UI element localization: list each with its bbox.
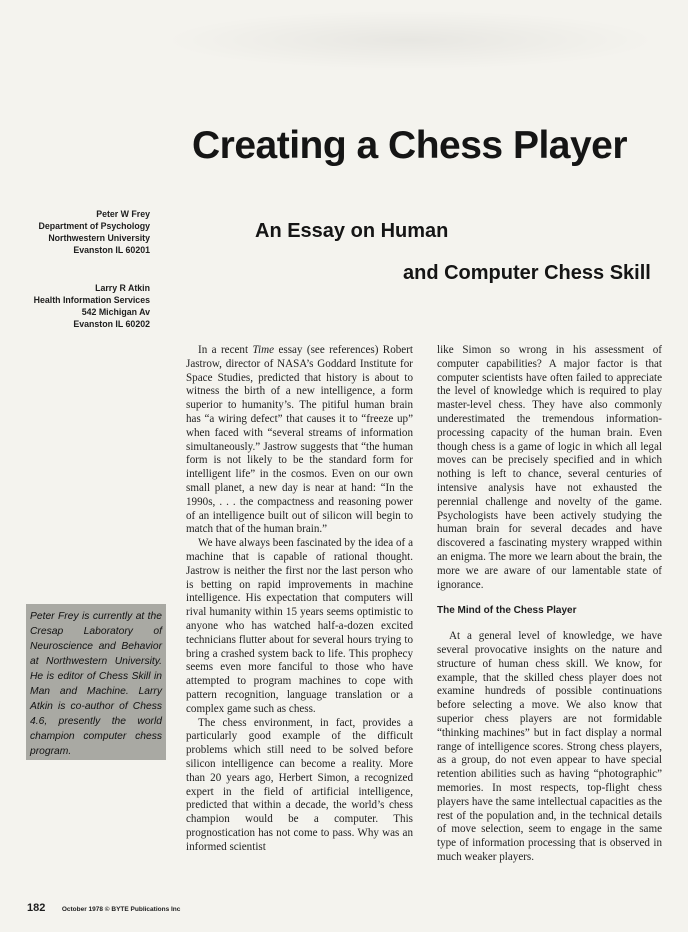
body-column-right — [437, 344, 662, 865]
page-number: 182 — [27, 902, 46, 914]
body-paragraph: We have always been fascinated by the idea of a machine that is capable of rational thought. Jastrow is neither the first nor the last person who is betting on rapid improvements in machine intelligence. His expectation that computers will rival humanity within 15 years seems optimistic to anyone who has watched half-a-dozen excited technicians flutter about for several hours trying to bring a crashed system back to life. This prophecy seems even more fanciful to those who have attempted to program machines to cope with pattern recognition, language translation or a complex game such as chess. — [186, 537, 413, 715]
body-paragraph — [186, 344, 413, 537]
author-institution: Northwestern University — [48, 233, 150, 243]
author-block-atkin — [34, 282, 150, 330]
author-name: Peter W Frey — [96, 209, 150, 219]
author-organization: Health Information Services — [33, 295, 150, 305]
article-subtitle-line2: and Computer Chess Skill — [403, 262, 651, 284]
article-subtitle-line1: An Essay on Human — [255, 220, 449, 242]
author-bio-box: Peter Frey is currently at the Cresap Laboratory of Neuroscience and Behavior at Northwestern University. He is editor of Chess Skill in Man and Machine. Larry Atkin is co-author of Chess 4.6, presently the world champion computer chess program. — [26, 604, 166, 760]
copyright-line: October 1978 © BYTE Publications Inc — [61, 906, 181, 913]
print-smear — [160, 10, 660, 70]
author-street: 542 Michigan Av — [81, 307, 150, 317]
section-heading: The Mind of the Chess Player — [437, 605, 577, 617]
paragraph-text: essay (see references) Robert Jastrow, director of NASA’s Goddard Institute for Space Studies, predicted that history is about to witness the birth of a new intelligence, a form superior to humanity’s. The pitiful human brain has “a wiring defect” that causes it to “freeze up” when faced with “several streams of information simultaneously.” Jastrow suggests that “the human form is not likely to be the standard form for intelligent life” in the cosmos. Even on our own small planet, a new day is near at hand: “In the 1990s, . . . the compactness and reasoning power of an intelligence built out of silicon will begin to match that of the human brain.” — [186, 344, 413, 536]
article-title: Creating a Chess Player — [192, 124, 628, 167]
body-paragraph: The chess environment, in fact, provides a particularly good example of the difficult problems which still need to be solved before silicon intelligence can become a reality. More than 20 years ago, Herbert Simon, a recognized expert in the field of artificial intelligence, predicted that within a decade, the world’s chess champion would be a computer. This prognostication has not come to pass. Why was an informed scientist — [186, 716, 413, 853]
author-name: Larry R Atkin — [95, 283, 150, 293]
body-paragraph: At a general level of knowledge, we have several provocative insights on the nature and structure of human chess skill. We know, for example, that the skilled chess player does not examine hundreds of possible continuations before selecting a move. We also know that superior chess players are not formidable “thinking machines” but in fact display a normal range of intelligence scores. Strong chess players, as a group, do not even appear to have special retention abilities such as having “photographic” memories. In most respects, top-flight chess players have the same intellectual capacities as the rest of the population and, in the technical details of move selection, seem to engage in the same type of information processing that is observed in much weaker players. — [437, 630, 662, 863]
author-block-frey — [39, 208, 150, 256]
body-paragraph: like Simon so wrong in his assessment of computer capabilities? A major factor is that computer scientists have often failed to appreciate the level of knowledge which is required to play master-level chess. They have also commonly underestimated the tremendous information-processing capacity of the human brain. Even though chess is a game of logic in which all legal moves can be precisely specified and in which nothing is left to chance, several centuries of intensive analysis have not exhausted the perennial challenge and novelty of the game. Psychologists have been actively studying the human brain for several decades and have discovered a fascinating mystery wrapped within an enigma. The more we learn about the brain, the more we are aware of our lamentable state of ignorance. — [437, 344, 662, 591]
page-footer — [27, 898, 180, 916]
author-address: Evanston IL 60201 — [73, 245, 150, 255]
author-department: Department of Psychology — [38, 221, 150, 231]
publication-title: Time — [252, 344, 275, 356]
paragraph-text: In a recent — [198, 344, 253, 356]
author-address: Evanston IL 60202 — [73, 319, 150, 329]
body-column-left — [186, 344, 413, 854]
